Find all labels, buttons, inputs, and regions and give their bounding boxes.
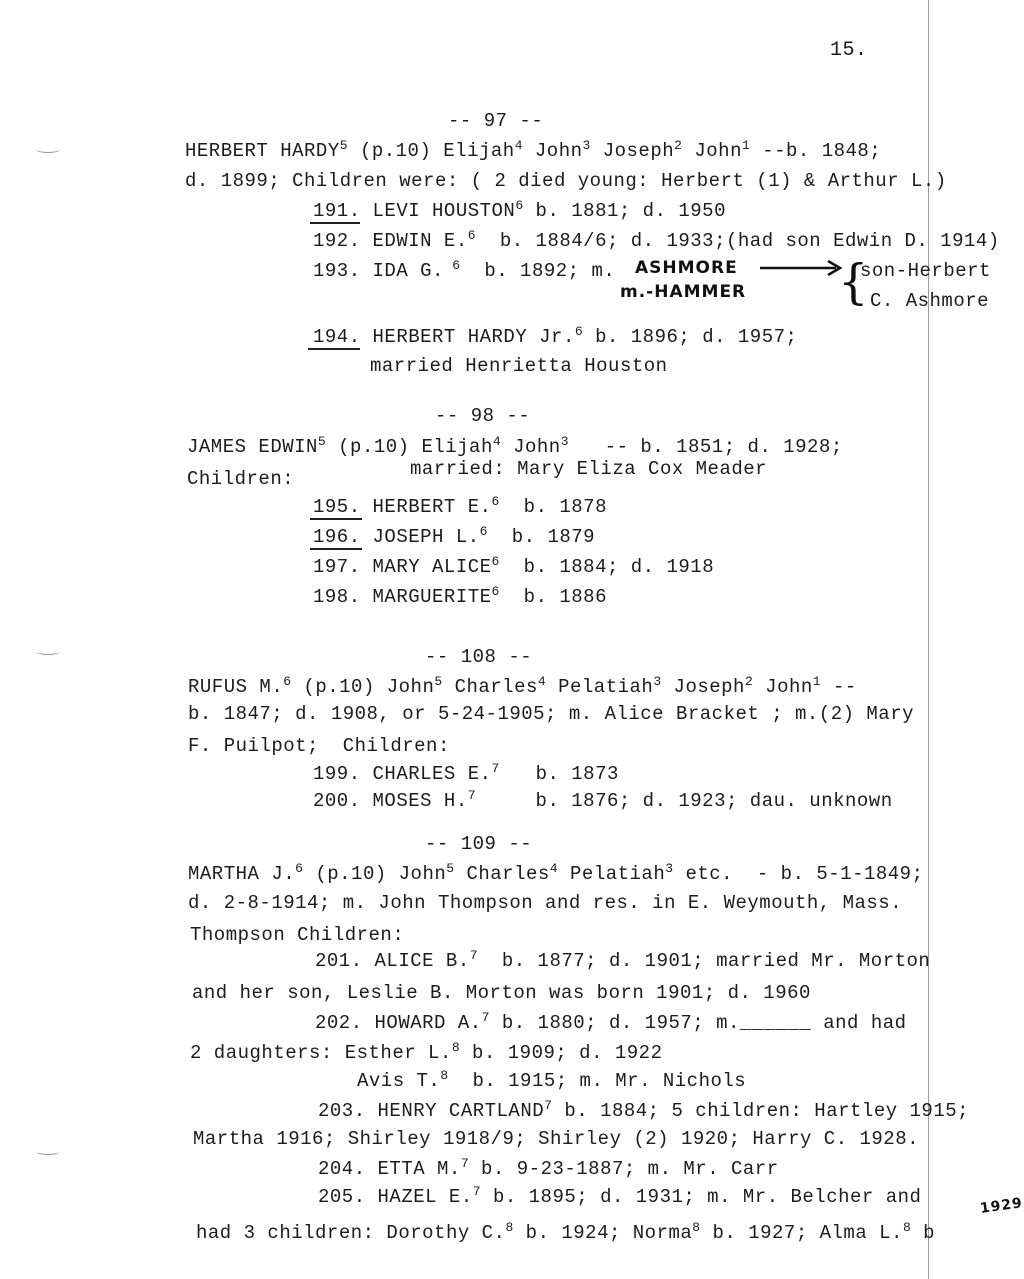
child-entry-205: 205. HAZEL E.$^7$ b. 1895; d. 1931; m. Mr. Belcher and — [318, 1184, 922, 1208]
child-entry-197: 197. MARY ALICE$^6$ b. 1884; d. 1918 — [313, 554, 715, 578]
parent-line-109: MARTHA J.$^6$ (p.10) John$^5$ Charles$^4$ Pelatiah$^3$ etc. - b. 5-1-1849; — [188, 861, 924, 885]
brace-mark: { — [838, 254, 869, 310]
children-label-98: Children: — [187, 468, 295, 490]
punch-hole-mark — [36, 1148, 60, 1155]
children-label-109: Thompson Children: — [190, 924, 405, 946]
underline-mark — [310, 518, 362, 520]
parent-detail-109: d. 2-8-1914; m. John Thompson and res. in E. Weymouth, Mass. — [188, 892, 903, 914]
parent-line-108: RUFUS M.$^6$ (p.10) John$^5$ Charles$^4$ Pelatiah$^3$ Joseph$^2$ John$^1$ -- — [188, 674, 857, 698]
child-entry-201: 201. ALICE B.$^7$ b. 1877; d. 1901; married Mr. Morton — [315, 948, 931, 972]
spouse-98: married: Mary Eliza Cox Meader — [410, 458, 768, 480]
child-entry-201-note: and her son, Leslie B. Morton was born 1901; d. 1960 — [192, 982, 811, 1004]
parent-detail-97: d. 1899; Children were: ( 2 died young: Herbert (1) & Arthur L.) — [185, 170, 947, 192]
child-entry-203: 203. HENRY CARTLAND$^7$ b. 1884; 5 children: Hartley 1915; — [318, 1098, 970, 1122]
section-header-109: -- 109 -- — [425, 833, 533, 855]
child-entry-205-children: had 3 children: Dorothy C.$^8$ b. 1924; Norma$^8$ b. 1927; Alma L.$^8$ b — [196, 1220, 936, 1244]
child-entry-195: 195. HERBERT E.$^6$ b. 1878 — [313, 494, 607, 518]
punch-hole-mark — [36, 146, 60, 153]
annotation-son: son-Herbert — [860, 260, 991, 282]
page-number: 15. — [830, 39, 868, 62]
arrow-icon — [758, 258, 844, 278]
child-entry-199: 199. CHARLES E.$^7$ b. 1873 — [313, 761, 619, 785]
children-label-108: F. Puilpot; Children: — [188, 735, 450, 757]
child-entry-200: 200. MOSES H.$^7$ b. 1876; d. 1923; dau. unknown — [313, 788, 893, 812]
child-entry-202-daughter-2: Avis T.$^8$ b. 1915; m. Mr. Nichols — [357, 1068, 747, 1092]
underline-mark — [308, 348, 360, 350]
annotation-son-name: C. Ashmore — [870, 290, 990, 312]
child-entry-192: 192. EDWIN E.$^6$ b. 1884/6; d. 1933;(had son Edwin D. 1914) — [313, 228, 1000, 252]
handwritten-married-hammer: m.-HAMMER — [620, 282, 747, 302]
section-header-108: -- 108 -- — [425, 646, 533, 668]
underline-mark — [310, 222, 360, 224]
child-entry-191: 191. LEVI HOUSTON$^6$ b. 1881; d. 1950 — [313, 198, 726, 222]
parent-line-97: HERBERT HARDY$^5$ (p.10) Elijah$^4$ John$^3$ Joseph$^2$ John$^1$ --b. 1848; — [185, 138, 882, 162]
child-entry-198: 198. MARGUERITE$^6$ b. 1886 — [313, 584, 607, 608]
parent-line-98: JAMES EDWIN$^5$ (p.10) Elijah$^4$ John$^3$ -- b. 1851; d. 1928; — [187, 434, 843, 458]
punch-hole-mark — [36, 648, 60, 655]
parent-detail-108: b. 1847; d. 1908, or 5-24-1905; m. Alice Bracket ; m.(2) Mary — [188, 703, 915, 725]
underline-mark — [310, 548, 362, 550]
child-entry-196: 196. JOSEPH L.$^6$ b. 1879 — [313, 524, 596, 548]
child-entry-202: 202. HOWARD A.$^7$ b. 1880; d. 1957; m.______ and had — [315, 1010, 907, 1034]
child-entry-193: 193. IDA G. $^6$ b. 1892; m. — [313, 258, 616, 282]
section-header-97: -- 97 -- — [448, 110, 544, 132]
child-entry-194-spouse: married Henrietta Houston — [370, 355, 668, 377]
child-entry-203-children: Martha 1916; Shirley 1918/9; Shirley (2) 1920; Harry C. 1928. — [193, 1128, 920, 1150]
section-header-98: -- 98 -- — [435, 405, 531, 427]
handwritten-married-ashmore: ASHMORE — [635, 258, 738, 278]
handwritten-year: 1929 — [979, 1195, 1024, 1217]
child-entry-194: 194. HERBERT HARDY Jr.$^6$ b. 1896; d. 1957; — [313, 324, 798, 348]
child-entry-202-daughter-1: 2 daughters: Esther L.$^8$ b. 1909; d. 1922 — [190, 1040, 663, 1064]
child-entry-204: 204. ETTA M.$^7$ b. 9-23-1887; m. Mr. Carr — [318, 1156, 779, 1180]
